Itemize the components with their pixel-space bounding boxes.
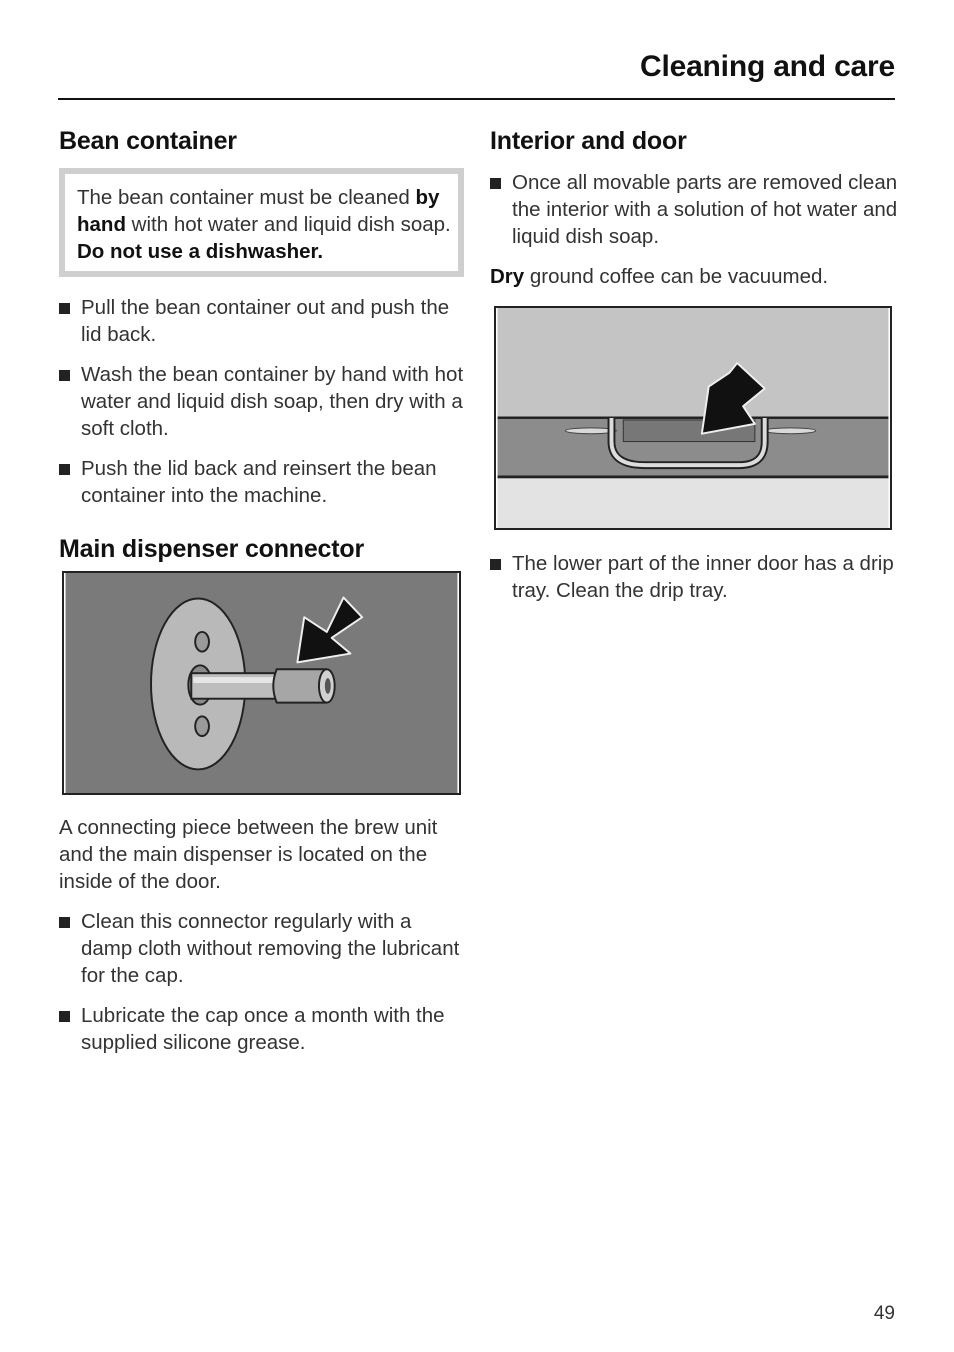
screw-hole-bottom [195,716,209,736]
list-item: Pull the bean container out and push the lid back. [59,294,464,348]
cap-opening [325,678,331,694]
bullet-square [59,303,70,314]
bullet-square [59,917,70,928]
warning-text: The bean container must be cleaned by hand with hot water and liquid dish soap. Do not use a dishwasher. [77,186,451,263]
main-dispenser-heading: Main dispenser connector [59,535,364,563]
page-number: 49 [873,1303,895,1324]
bullet-square [59,370,70,381]
interior-steps [490,169,898,250]
bullet-square [490,178,501,189]
tray-slot-right [765,428,816,434]
list-item: Lubricate the cap once a month with the supplied silicone grease. [59,1002,464,1056]
bullet-square [59,464,70,475]
warning-box [59,168,464,277]
drip-tray-illustration [494,306,892,530]
interior-wall [498,308,889,418]
bullet-square [490,559,501,570]
vacuum-note: Dry ground coffee can be vacuumed. [490,265,829,288]
header-rule [58,98,895,100]
bean-container-heading: Bean container [59,127,237,155]
right-column [490,122,898,604]
left-column [59,122,464,1056]
warning-box-inner [65,174,458,271]
list-item: Clean this connector regularly with a damp cloth without removing the lubricant for the cap. [59,908,464,989]
list-item: Once all movable parts are removed clean the interior with a solution of hot water and liquid dish soap. [490,169,898,250]
connector-illustration [62,571,461,795]
interior-heading: Interior and door [490,127,687,155]
drip-tray-steps [490,550,898,604]
list-item: Wash the bean container by hand with hot water and liquid dish soap, then dry with a soft cloth. [59,361,464,442]
screw-hole-top [195,632,209,652]
bullet-square [59,1011,70,1022]
door-lower-panel [498,479,889,528]
main-dispenser-steps [59,908,464,1056]
bean-container-steps [59,294,464,509]
list-item: The lower part of the inner door has a drip tray. Clean the drip tray. [490,550,898,604]
main-dispenser-description: A connecting piece between the brew unit and the main dispenser is located on the inside of the door. [59,816,438,893]
page-title: Cleaning and care [639,50,895,83]
list-item: Push the lid back and reinsert the bean container into the machine. [59,455,464,509]
